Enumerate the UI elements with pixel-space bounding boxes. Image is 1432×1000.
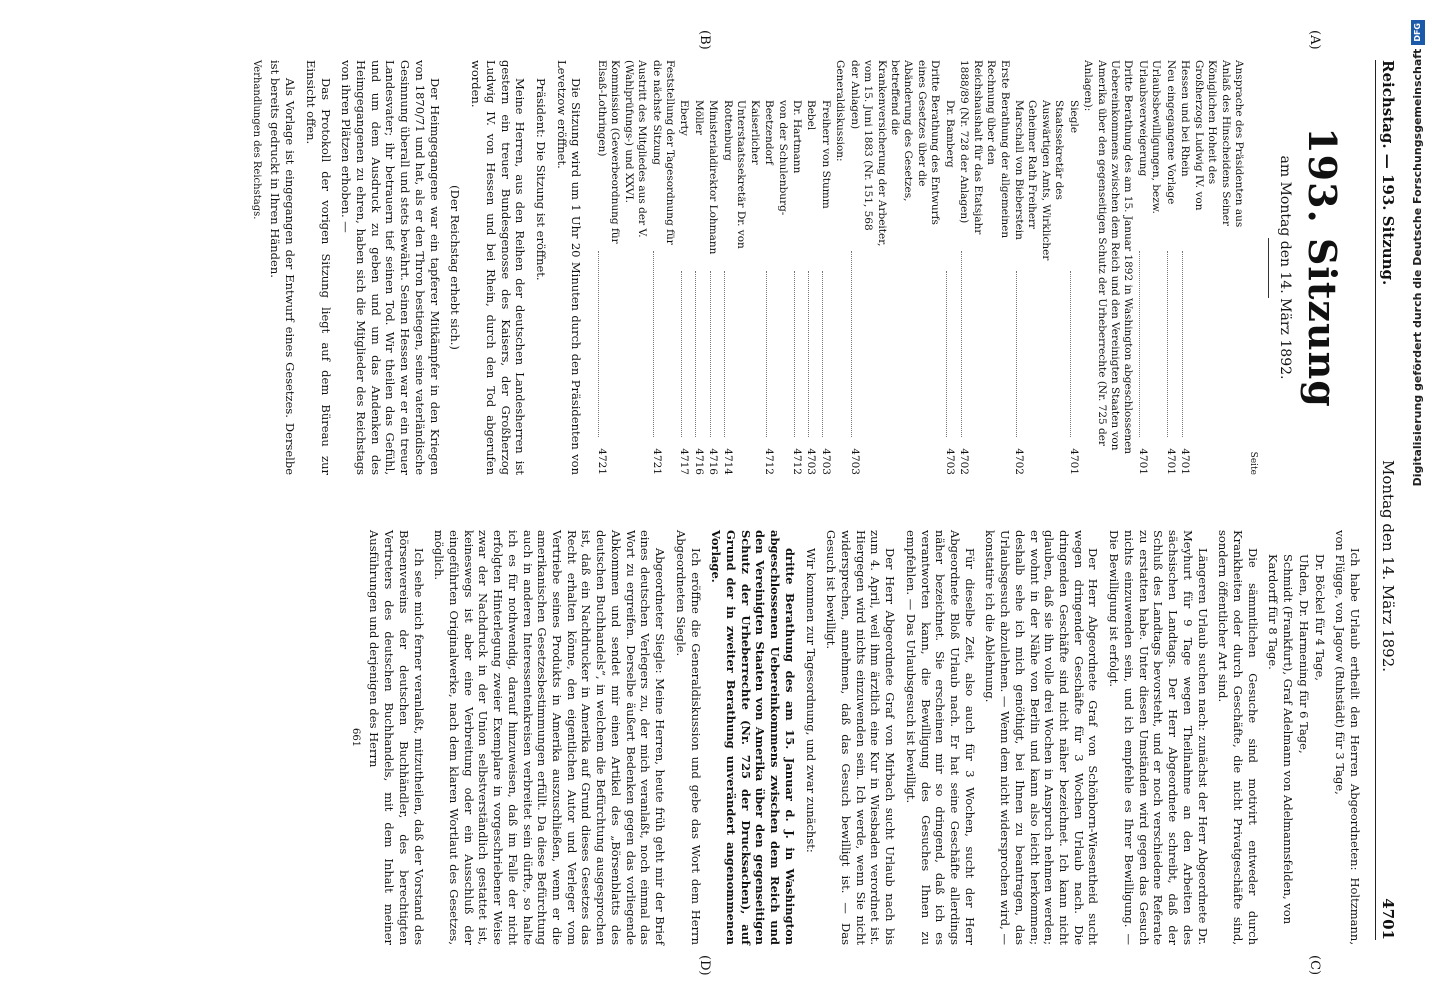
toc-entry (1163, 60, 1176, 475)
toc-entry-title: Bebel (805, 100, 818, 131)
toc-entry (720, 60, 760, 475)
paragraph: Der Herr Abgeordnete Graf von Schönborn-Wiesentheid sucht wegen dringender Geschäfte für 3 Wochen Urlaub nach. Die dringenden Geschäfte sind nicht näher bezeichnet. Ich kann nicht glauben, daß sie ihn volle drei Wochen in Anspruch nehmen werden; er wohnt in der Nähe von Berlin und kann also leicht herkommen; deshalb sehe ich mich genöthigt, bei Ihnen zu beantragen, das Urlaubsgesuch abzulehnen. — Wenn dem nicht widersprochen wird, — konstatire ich die Ablehnung. (983, 530, 1101, 945)
toc-leader (653, 251, 654, 438)
session-date: am Montag den 14. März 1892. (1277, 155, 1294, 380)
list-item: Dr. Böckel für 4 Tage, (1312, 554, 1327, 681)
toc-leader (808, 271, 809, 438)
margin-letter-c: (C) (1307, 955, 1322, 976)
toc-page-number: 4721 (650, 448, 663, 475)
toc-leader (724, 271, 725, 438)
toc-entry (1081, 60, 1135, 475)
toc-column-head: Seite (1248, 451, 1259, 475)
toc-page-number: 4702 (958, 448, 971, 475)
president-opening: Präsident: Die Sitzung ist eröffnet. (533, 78, 548, 281)
dfg-logo: DFG (1411, 20, 1425, 45)
toc-leader (946, 271, 947, 438)
speech-siegle: Abgeordneter Siegle: Meine Herren, heute früh geht mir der Brief eines deutschen Verlegers zu, der mich veranlaßt, noch einmal das Wort zu ergreifen. Derselbe äußert Bedenken gegen das vorliegende Abkommen und sendet mir einen Artikel des „Börsenblatts des deutschen Buchhandels“, in welchem die Befürchtung ausgesprochen ist, daß ein Nachdrucker in Amerika auf Grund dieses Gesetzes das Recht erhalten könne, den eigentlichen Autor und Verleger vom Vertriebe seines Produkts in Amerika auszuschließen, wenn er die amerikanischen Gesetzesbestimmungen erfüllt. Da diese Befürchtung auch in anderen Interessentenkreisen verbreitet sein dürfte, so halte ich es für nothwendig, darauf hinzuweisen, daß im Falle der nicht erfolgten Hinterlegung zweier Exemplare in vorgeschriebener Weise zwar der Nachdruck in der Union selbstverständlich gestattet ist, keineswegs ist aber eine Verbreitung oder ein Ausschluß der eingeführten Originalwerke, nach dem klaren Wortlaut des Gesetzes, möglich. (432, 530, 668, 945)
stage-direction: (Der Reichstag erhebt sich.) (448, 185, 463, 350)
paragraph: Wir kommen zur Tagesordnung, und zwar zunächst: (803, 548, 818, 853)
toc-entry (790, 60, 803, 475)
toc-entry (1012, 60, 1066, 475)
toc-entry-title: Siegle (1067, 100, 1080, 134)
toc-page-number: 4703 (805, 448, 818, 475)
left-column (243, 60, 1362, 475)
paragraph: Der Herr Abgeordnete Graf von Mirbach sucht Urlaub nach bis zum 4. April, weil ihm ärztlich eine Kur in Wiesbaden verordnet ist. Hiergegen wird nichts einzuwenden sein. Ich werde, wenn Sie nicht widersprechen, annehmen, daß das Gesuch bewilligt ist. — Das Gesuch ist bewilligt. (824, 530, 898, 945)
table-of-contents (594, 60, 1245, 475)
header-page-number: 4701 (1379, 898, 1397, 940)
toc-entry-title: Neu eingegangene Vorlage (1164, 60, 1177, 205)
toc-entry-title: Ansprache des Präsidenten aus Anlaß des Hinscheidens Seiner Königlichen Hoheit des Großherzogs Ludwig IV. von Hessen und bei Rhein (1179, 60, 1245, 228)
toc-leader (1070, 271, 1071, 438)
toc-page-number: 4701 (1067, 448, 1080, 475)
toc-entry-title: Eberty (678, 100, 691, 136)
toc-entry-title: Staatssekretär des Auswärtigen Amts, Wirklicher Geheimer Rath Freiherr Marschall von Bieberstein (1012, 100, 1066, 261)
toc-leader (961, 251, 962, 438)
divider (1268, 238, 1269, 298)
toc-leader (766, 271, 767, 438)
toc-entry (804, 60, 817, 475)
toc-entry-title: Kaiserlicher Unterstaatssekretär Dr. von Rottenburg (721, 100, 761, 249)
toc-page-number: 4703 (943, 448, 956, 475)
session-title: 193. Sitzung (1300, 127, 1345, 408)
toc-entry (847, 60, 941, 475)
running-header (1375, 60, 1398, 940)
margin-letter-b: (B) (697, 30, 712, 50)
toc-entry-title: Generaldiskussion: (834, 60, 847, 162)
toc-leader (1139, 251, 1140, 438)
toc-page-number: 4701 (1136, 448, 1149, 475)
toc-entry (677, 60, 690, 475)
toc-leader (794, 271, 795, 438)
paragraph: Für dieselbe Zeit, also auch für 3 Wochen, sucht der Herr Abgeordnete Bloß Urlaub nach. Er hat seine Geschäfte allerdings näher bezeichnet. Sie erscheinen mir so dringend, daß ich es verantworten kann, die Bewilligung des Gesuches Ihnen zu empfehlen. — Das Urlaubsgesuch ist bewilligt. (903, 530, 977, 945)
toc-page-number: 4716 (707, 448, 720, 475)
digitization-text: Digitalisierung gefördert durch die Deutsche Forschungsgemeinschaft (1411, 48, 1424, 487)
toc-leader (695, 271, 696, 438)
toc-entry (1135, 60, 1162, 475)
toc-entry (957, 60, 1011, 475)
toc-entry-title: Möller (692, 100, 705, 136)
toc-leader (710, 271, 711, 438)
toc-page-number: 4701 (1179, 448, 1192, 475)
toc-entry (649, 60, 676, 475)
toc-leader (598, 251, 599, 438)
header-center: Montag den 14. März 1892. (1379, 460, 1397, 673)
toc-entry-title: Austritt des Mitgliedes aus der V. (Wahlprüfungs-) und XXVI. Kommission (Gewerbeordnung für Elsaß-Lothringen) (595, 60, 649, 244)
toc-entry-title: von der Schulenburg-Beetzendorf (763, 100, 789, 216)
toc-entry-title: Freiherr von Stumm (819, 100, 832, 209)
toc-page-number: 4701 (1164, 448, 1177, 475)
toc-page-number: 4716 (692, 448, 705, 475)
footer-note: Verhandlungen des Reichstags. (250, 60, 262, 220)
toc-entry (594, 60, 648, 475)
paragraph: Als Vorlage ist eingegangen der Entwurf eines Gesetzes. Derselbe ist bereits gedruckt in Ihren Händen. (268, 60, 298, 475)
toc-leader (1167, 251, 1168, 438)
paragraph: Ich sehe mich ferner veranlaßt, mitzutheilen, daß der Vorstand des Börsenvereins der deutschen Buchhändler, des berechtigten Vertreters des deutschen Buchhandels, mit dem Inhalt meiner Ausführungen und derjenigen des Herrn (367, 530, 426, 945)
toc-leader (822, 271, 823, 438)
toc-entry (1178, 60, 1245, 475)
toc-entry-title: Erste Berathung der allgemeinen Rechnung über den Reichshaushalt für das Etatsjahr 1888/89 (Nr. 728 der Anlagen) (958, 60, 1011, 239)
toc-entry-title: Dritte Berathung des am 15. Januar 1892 in Washington abgeschlossenen Uebereinkommens zwischen dem Reich und den Vereinigten Staaten von Amerika über den gegenseitigen Schutz der Urheberrechte (Nr. 725 der Anlagen): (1082, 60, 1135, 455)
agenda-item: dritte Berathung des am 15. Januar d. J. in Washington abgeschlossenen Uebereinkommens zwischen dem Reich und den Vereinigten Staaten von Amerika über den gegenseitigen Schutz der Urheberrechte (Nr. 725 der Drucksachen), auf Grund der in zweiter Berathung unverändert angenommenen Vorlage. (709, 530, 797, 945)
toc-entry-title: Urlaubsbewilligungen, bezw. Urlaubsverweigerung (1136, 60, 1163, 214)
leave-list (1266, 530, 1327, 945)
toc-page-number: 4712 (790, 448, 803, 475)
paragraph: Längeren Urlaub suchen nach: zunächst der Herr Abgeordnete Dr. Meyhurt für 9 Tage wegen Theilnahme an den Arbeiten des sächsischen Landtags. Der Herr Abgeordnete schreibt, daß der Schluß des Landtags bevorsteht, und er noch verschiedene Referate zu erstatten habe. Unter diesen Umständen wird gegen das Gesuch nichts einzuwenden sein, und ich empfehle es Ihrer Bewilligung. — Die Bewilligung ist erfolgt. (1107, 530, 1210, 945)
toc-entry-title: Feststellung der Tagesordnung für die nächste Sitzung (650, 60, 677, 245)
header-left: Reichstag. — 193. Sitzung. (1379, 60, 1397, 286)
list-item: Uhden, Dr. Harmening für 6 Tage, (1296, 554, 1311, 754)
toc-entry-title: Dr. Hartmann (790, 100, 803, 174)
toc-page-number: 4721 (595, 448, 608, 475)
toc-entry (762, 60, 789, 475)
paragraph: Ich eröffne die Generaldiskussion und gebe das Wort dem Herrn Abgeordneten Siegle. (673, 530, 703, 945)
toc-leader (1182, 251, 1183, 438)
toc-entry-title: Dritte Berathung des Entwurfs eines Gesetzes über die Abänderung des Gesetzes, betreffend die Krankenversicherung der Arbeiter, vom 15. Juni 1883 (Nr. 151, 568 der Anlagen) (848, 60, 942, 247)
paragraph: Der Heimgegangene war ein tapferer Mitkämpfer in den Kriegen von 1870/71 und hat, als er den Thron bestiegen, seine vaterländische Gesinnung überall und stets bewährt. Seinen Hessen war er ein treuer Landesvater; ihr betrauern tief seinen Tod. Wir theilen das Gefühl, und um dem Ausdruck zu geben und um das Andenken des Heimgegangenen zu ehren, haben sich die Mitglieder des Reichstags von ihren Plätzen erhoben. — (339, 60, 442, 475)
paragraph: Das Protokoll der vorigen Sitzung liegt auf dem Büreau zur Einsicht offen. (303, 60, 333, 475)
toc-entry-title: Ministerialdirektor Lohmann (707, 100, 720, 255)
toc-page-number: 4703 (819, 448, 832, 475)
toc-page-number: 4714 (721, 448, 734, 475)
toc-entry (706, 60, 719, 475)
margin-letter-a: (A) (1307, 30, 1322, 50)
toc-leader (1016, 271, 1017, 438)
paragraph: Meine Herren, aus den Reihen der deutschen Landesherren ist gestern ein treuer Bundesgenosse des Kaisers, der Großherzog Ludwig IV. von Hessen und bei Rhein, durch den Tod abgerufen worden. (469, 60, 528, 475)
toc-entry (1066, 60, 1079, 475)
opening-statement: Die Sitzung wird um 1 Uhr 20 Minuten durch den Präsidenten von Levetzow eröffnet. (554, 60, 584, 475)
toc-page-number: 4702 (1012, 448, 1025, 475)
toc-entry (833, 60, 846, 475)
toc-entry (691, 60, 704, 475)
toc-leader (681, 271, 682, 438)
toc-page-number: 4717 (678, 448, 691, 475)
paragraph: Die sämmtlichen Gesuche sind motivirt entweder durch Krankheiten oder durch Geschäfte, die nicht Privatgeschäfte sind, sondern öffentlicher Art sind. (1216, 530, 1260, 945)
toc-entry-title: Dr. Bamberg (943, 100, 956, 168)
toc-page-number: 4703 (848, 448, 861, 475)
leave-intro: Ich habe Urlaub ertheilt den Herren Abgeordneten: Holtzmann, von Flügge, von Jagow (Ruhstädt) für 3 Tage, (1333, 530, 1362, 945)
right-column (342, 530, 1362, 945)
toc-leader (851, 251, 852, 438)
margin-letter-d: (D) (697, 955, 712, 976)
toc-page-number: 4712 (763, 448, 776, 475)
list-item: Schmidt (Frankfurt), Graf Adelmann von Adelmannsfelden, von Kardorff für 8 Tage. (1266, 554, 1296, 925)
page-signature: 661 (349, 727, 361, 748)
toc-entry (942, 60, 955, 475)
digitization-notice (1408, 20, 1428, 980)
toc-entry (818, 60, 831, 475)
